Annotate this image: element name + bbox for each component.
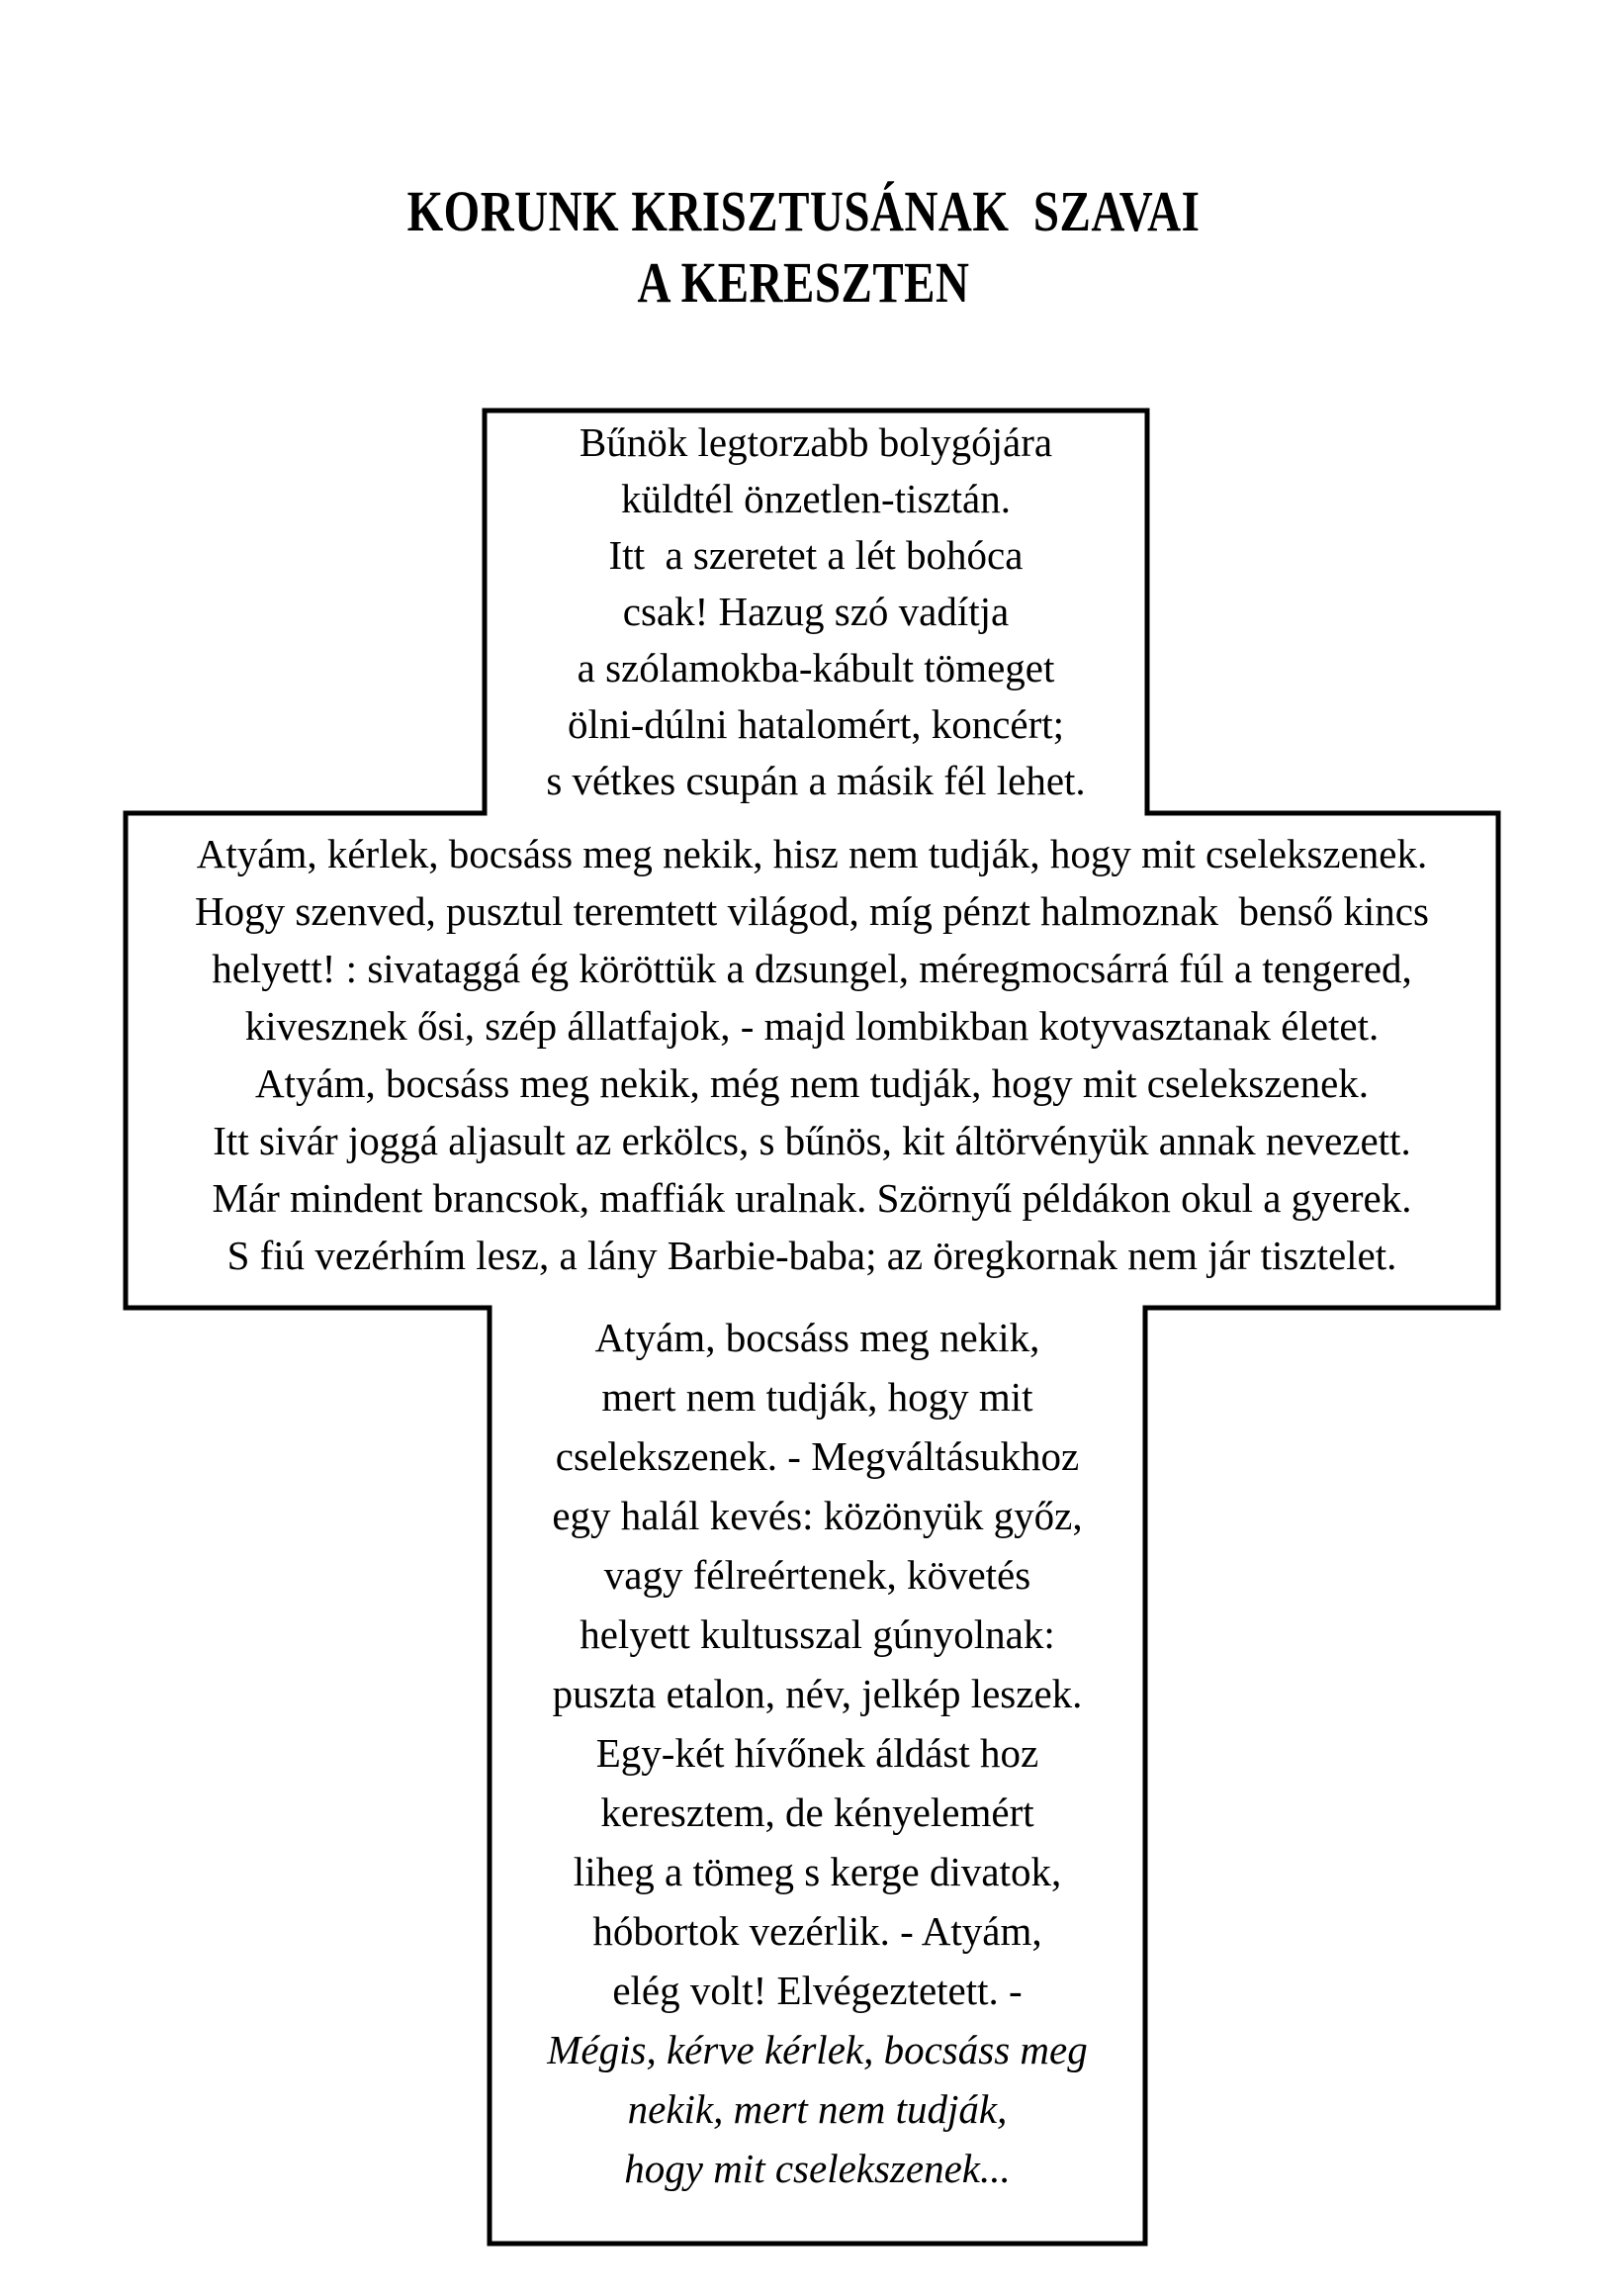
poem-line: Itt sivár joggá aljasult az erkölcs, s bűnös, kit áltörvényük annak nevezett. bbox=[213, 1118, 1411, 1163]
poem-line: hóbortok vezérlik. - Atyám, bbox=[592, 1908, 1042, 1954]
poem-line: Mégis, kérve kérlek, bocsáss meg bbox=[547, 2027, 1088, 2072]
poem-line: Bűnök legtorzabb bolygójára bbox=[579, 419, 1053, 465]
poem-line: küldtél önzetlen-tisztán. bbox=[621, 476, 1011, 521]
poem-line: puszta etalon, név, jelkép leszek. bbox=[552, 1671, 1083, 1716]
poem-line: Egy-két hívőnek áldást hoz bbox=[595, 1730, 1039, 1776]
poem-line: cselekszenek. - Megváltásukhoz bbox=[555, 1433, 1080, 1479]
poem-line: helyett kultusszal gúnyolnak: bbox=[580, 1611, 1055, 1657]
poem-line: a szólamokba-kábult tömeget bbox=[577, 645, 1055, 690]
poem-line: mert nem tudják, hogy mit bbox=[601, 1374, 1033, 1420]
title-line-2: A KERESZTEN bbox=[637, 250, 970, 316]
poem-line: Atyám, bocsáss meg nekik, még nem tudják, hogy mit cselekszenek. bbox=[254, 1060, 1370, 1106]
title-line-1: KORUNK KRISZTUSÁNAK SZAVAI bbox=[406, 179, 1201, 244]
poem-line: Már mindent brancsok, maffiák uralnak. Szörnyű példákon okul a gyerek. bbox=[212, 1175, 1412, 1221]
cross-lower-arm-text bbox=[490, 1308, 1145, 2198]
poem-line: ölni-dúlni hatalomért, koncért; bbox=[567, 701, 1065, 747]
poem-line: Atyám, kérlek, bocsáss meg nekik, hisz nem tudják, hogy mit cselekszenek. bbox=[196, 831, 1428, 876]
poem-line: keresztem, de kényelemért bbox=[600, 1790, 1034, 1835]
poem-line: csak! Hazug szó vadítja bbox=[622, 589, 1010, 634]
poem-line: Hogy szenved, pusztul teremtett világod, míg pénzt halmoznak benső kincs bbox=[195, 888, 1429, 934]
poem-line: Itt a szeretet a lét bohóca bbox=[608, 532, 1024, 578]
poem-line: vagy félreértenek, követés bbox=[603, 1552, 1031, 1598]
cross-upper-arm-text bbox=[485, 414, 1147, 809]
poem-line: elég volt! Elvégeztetett. - bbox=[612, 1968, 1023, 2013]
poem-line: egy halál kevés: közönyük győz, bbox=[552, 1493, 1083, 1538]
poem-line: Atyám, bocsáss meg nekik, bbox=[594, 1315, 1040, 1360]
poem-line: s vétkes csupán a másik fél lehet. bbox=[546, 758, 1086, 803]
cross-beam-text bbox=[126, 825, 1498, 1284]
poem-line: liheg a tömeg s kerge divatok, bbox=[573, 1849, 1062, 1894]
poem-line: S fiú vezérhím lesz, a lány Barbie-baba; az öregkornak nem jár tisztelet. bbox=[226, 1233, 1397, 1278]
poem-line: hogy mit cselekszenek... bbox=[624, 2146, 1011, 2191]
poem-line: helyett! : sivataggá ég köröttük a dzsungel, méregmocsárrá fúl a tengered, bbox=[212, 946, 1412, 991]
poem-line: kivesznek ősi, szép állatfajok, - majd lombikban kotyvasztanak életet. bbox=[244, 1003, 1380, 1049]
poem-line: nekik, mert nem tudják, bbox=[627, 2086, 1008, 2132]
